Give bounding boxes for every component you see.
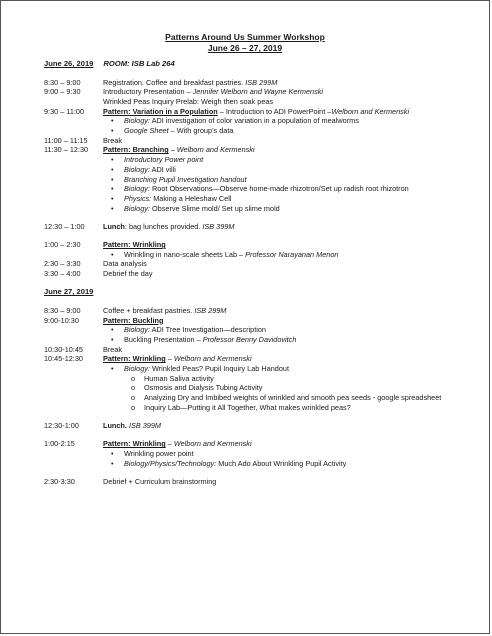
bullet-item: • Biology: Observe Slime mold/ Set up slime mold — [111, 203, 280, 213]
schedule-row: 11:00 – 11:15 Break — [44, 135, 123, 145]
bullet-item: • Physics: Making a Heleshaw Cell — [111, 193, 232, 203]
sub-bullet-item: o Osmosis and Dialysis Tubing Activity — [131, 383, 263, 393]
schedule-row: 1:00 – 2:30 Pattern: Wrinkling — [44, 240, 166, 250]
sub-bullet-item: o Inquiry Lab—Putting it All Together, What makes wrinkled peas? — [131, 402, 351, 412]
day1-heading — [44, 59, 474, 69]
schedule-row: 3:30 – 4:00 Debrief the day — [44, 269, 153, 279]
bullet-item: • Introductory Power point — [111, 155, 204, 165]
day1-room: ROOM: ISB Lab 264 — [103, 59, 175, 68]
document-title — [1, 32, 489, 54]
schedule-row: 9:00-10:30 Pattern: Buckling — [44, 315, 164, 325]
schedule-row: 10:45-12:30 Pattern: Wrinkling – Welborn and Kermenski — [44, 354, 252, 364]
bullet-item: • Biology: ADI villi — [111, 164, 176, 174]
bullet-item: • Biology: ADI investigation of color variation in a population of mealworms — [111, 116, 359, 126]
schedule-row: 2:30 – 3:30 Data analysis — [44, 259, 147, 269]
schedule-row: 11:30 – 12:30 Pattern: Branching – Welborn and Kermenski — [44, 145, 255, 155]
schedule-row: 12:30-1:00 Lunch. ISB 399M — [44, 421, 161, 431]
schedule-row: 9:00 – 9:30 Introductory Presentation – Jennifer Welborn and Wayne Kermenski — [44, 87, 323, 97]
bullet-item: • Biology: Root Observations—Observe home-made rhizotron/Set up radish root rhizotron — [111, 184, 409, 194]
bullet-item: • Branching Pupil Investigation handout — [111, 174, 247, 184]
bullet-item: • Biology: ADI Tree Investigation—description — [111, 325, 266, 335]
date-range: June 26 – 27, 2019 — [207, 43, 283, 53]
schedule-row: 1:00-2:15 Pattern: Wrinkling – Welborn and Kermenski — [44, 439, 252, 449]
schedule-row: 8:30 – 9:00 Registration. Coffee and breakfast pastries. ISB 299M — [44, 77, 278, 87]
bullet-item: • Wrinkling in nano-scale sheets Lab – Professor Narayanan Menon — [111, 249, 339, 259]
schedule-row: 12:30 – 1:00 Lunch: bag lunches provided. ISB 399M — [44, 221, 235, 231]
bullet-item: • Wrinkling power point — [111, 449, 194, 458]
title-line: Patterns Around Us Summer Workshop — [165, 32, 325, 42]
schedule-row: 8:30 – 9:00 Coffee + breakfast pastries. ISB 299M — [44, 305, 227, 315]
bullet-item: • Buckling Presentation – Professor Benny Davidovitch — [111, 334, 297, 344]
schedule-row: 9:30 – 11:00 Pattern: Variation in a Population – Introduction to ADI PowerPoint –Welborn and Kermenski — [44, 106, 410, 116]
sub-bullet-item: o Human Saliva activity — [131, 373, 214, 383]
bullet-item: • Biology: Wrinkled Peas? Pupil Inquiry Lab Handout — [111, 364, 289, 374]
schedule — [44, 59, 474, 487]
schedule-row: 10:30-10:45 Break — [44, 344, 123, 354]
schedule-row: Wrinkled Peas Inquiry Prelab: Weigh then soak peas — [103, 96, 274, 106]
day1-date: June 26, 2019 — [44, 59, 94, 68]
day2-date: June 27, 2019 — [44, 287, 94, 297]
sub-bullet-item: o Analyzing Dry and Imbibed weights of wrinkled and smooth pea seeds - google spreadsheet — [131, 393, 442, 403]
day2-heading — [44, 287, 474, 297]
bullet-item: • Biology/Physics/Technology: Much Ado About Wrinkling Pupil Activity — [111, 458, 347, 468]
bullet-item: • Google Sheet – With group’s data — [111, 126, 234, 136]
schedule-row: 2:30-3:30 Debrief + Curriculum brainstorming — [44, 476, 217, 486]
